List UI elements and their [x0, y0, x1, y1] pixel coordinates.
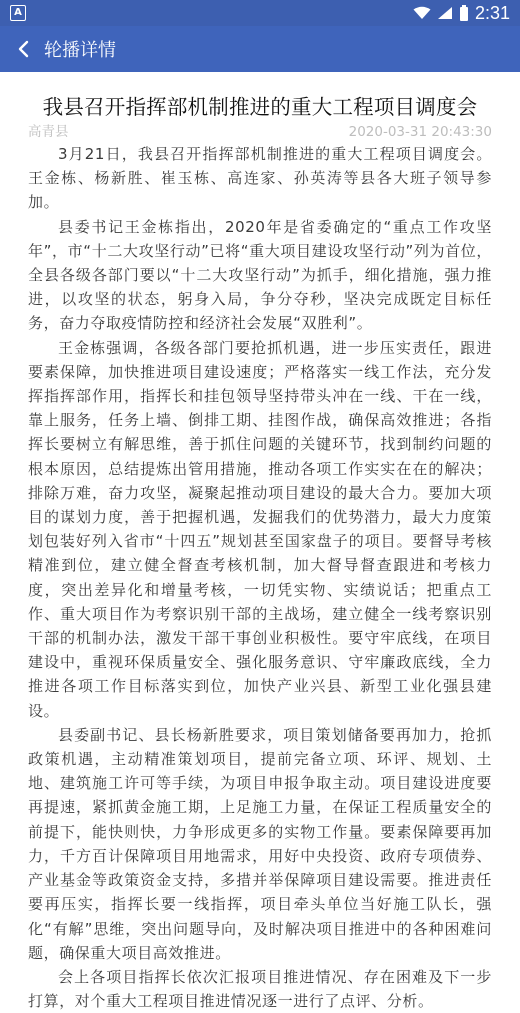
status-bar [0, 0, 520, 26]
article-title: 我县召开指挥部机制推进的重大工程项目调度会 [42, 95, 478, 119]
clock: 2:31 [474, 2, 510, 23]
article [0, 72, 520, 1013]
wifi-icon [413, 6, 431, 20]
article-source: 高青县 [28, 124, 69, 140]
status-indicators [413, 3, 510, 24]
article-datetime: 2020-03-31 20:43:30 [348, 124, 492, 140]
article-meta [28, 122, 492, 142]
article-paragraph: 王金栋强调，各级各部门要抢抓机遇，进一步压实责任，跟进要素保障，加快推进项目建设速度；严格落实一线工作法，充分发挥指挥部作用，指挥长和挂包领导坚持带头冲在一线、干在一线，靠上服务，任务上墙、倒排工期、挂图作战，确保高效推进；各指挥长要树立有解思维，善于抓住问题的关键环节，找到制约问题的根本原因，总结提炼出管用措施，推动各项工作实实在在的解决；排除万难，奋力攻坚，凝聚起推动项目建设的最大合力。要加大项目的谋划力度，善于把握机遇，发掘我们的优势潜力，最大力度策划包装好列入省市“十四五”规划甚至国家盘子的项目。要督导考核精准到位，建立健全督查考核机制，加大督导督查跟进和考核力度，突出差异化和增量考核，一切凭实物、实绩说话；把重点工作、重大项目作为考察识别干部的主战场，建立健全一线考察识别干部的机制办法，激发干部干事创业积极性。要守牢底线，在项目建设中，重视环保质量安全、强化服务意识、守牢廉政底线，全力推进各项工作目标落实到位，加快产业兴县、新型工业化强县建设。 [28, 338, 492, 720]
cellular-signal-icon [437, 6, 453, 20]
article-paragraph: 3月21日，我县召开指挥部机制推进的重大工程项目调度会。王金栋、杨新胜、崔玉栋、高连家、孙英涛等县各大班子领导参加。 [28, 145, 492, 212]
article-paragraph: 会上各项目指挥长依次汇报项目推进情况、存在困难及下一步打算，对个重大工程项目推进情况逐一进行了点评、分析。 [28, 967, 492, 1011]
page-title: 轮播详情 [44, 40, 116, 61]
app-bar [0, 26, 520, 72]
notification-app-icon: A [10, 5, 26, 21]
back-arrow-icon [16, 40, 30, 58]
article-paragraph: 县委书记王金栋指出，2020年是省委确定的“重点工作攻坚年”，市“十二大攻坚行动”已将“重大项目建设攻坚行动”列为首位，全县各级各部门要以“十二大攻坚行动”为抓手，细化措施，强力推进，以攻坚的状态，躬身入局，争分夺秒，坚决完成既定目标任务，奋力夺取疫情防控和经济社会发展“双胜利”。 [28, 217, 492, 333]
back-button[interactable] [6, 26, 40, 72]
battery-icon [459, 5, 469, 21]
article-paragraph: 县委副书记、县长杨新胜要求，项目策划储备要再加力，抢抓政策机遇，主动精准策划项目，提前完备立项、环评、规划、土地、建筑施工许可等手续，为项目申报争取主动。项目建设进度要再提速，紧抓黄金施工期，上足施工力量，在保证工程质量安全的前提下，能快则快，力争形成更多的实物工作量。要素保障要再加力，千方百计保障项目用地需求，用好中央投资、政府专项债券、产业基金等政策资金支持，多措并举保障项目建设需要。推进责任要再压实，指挥长要一线指挥，项目牵头单位当好施工队长，强化“有解”思维，突出问题导向，及时解决项目推进中的各种困难问题，确保重大项目高效推进。 [28, 725, 492, 962]
article-body [28, 142, 492, 1013]
